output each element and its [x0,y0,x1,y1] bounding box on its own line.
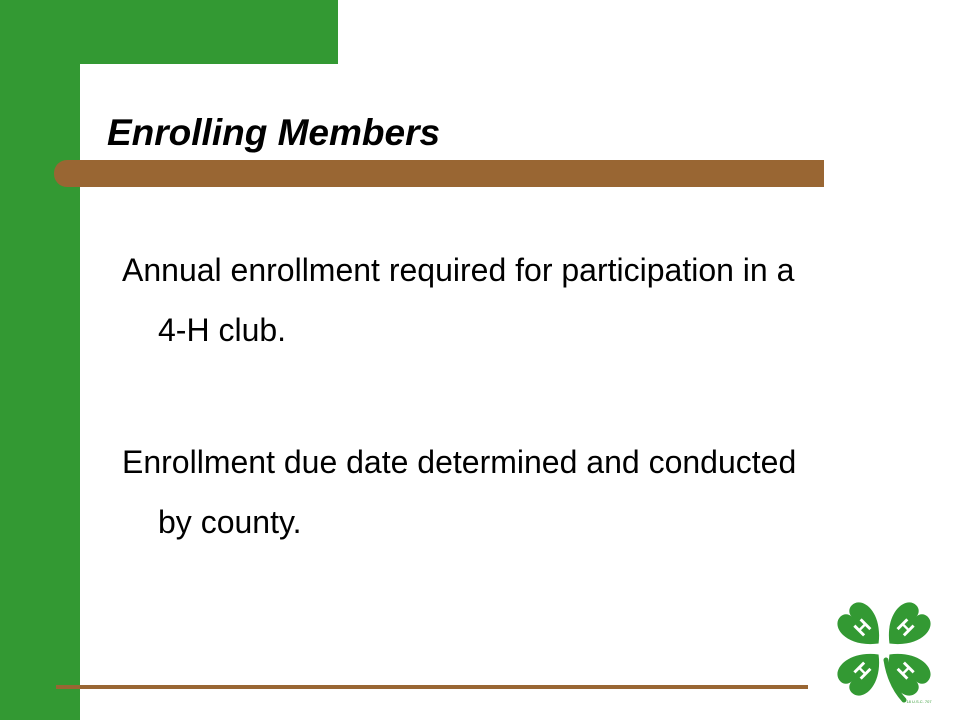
slide-title: Enrolling Members [107,112,441,153]
svg-text:H: H [892,657,918,683]
bullet-enrollment-due-date: Enrollment due date determined and conducted by county. [122,444,797,540]
left-green-bar [0,0,80,720]
svg-text:H: H [850,615,876,641]
svg-text:H: H [850,657,876,683]
svg-text:H: H [892,615,918,641]
title-underline-bar [54,160,824,187]
bullet-enrollment-annual: Annual enrollment required for participation in a 4-H club. [122,252,795,348]
4h-clover-logo-icon [834,600,934,704]
svg-text:18 U.S.C. 707: 18 U.S.C. 707 [906,699,932,704]
bottom-divider [56,685,808,689]
top-green-block [80,0,338,64]
